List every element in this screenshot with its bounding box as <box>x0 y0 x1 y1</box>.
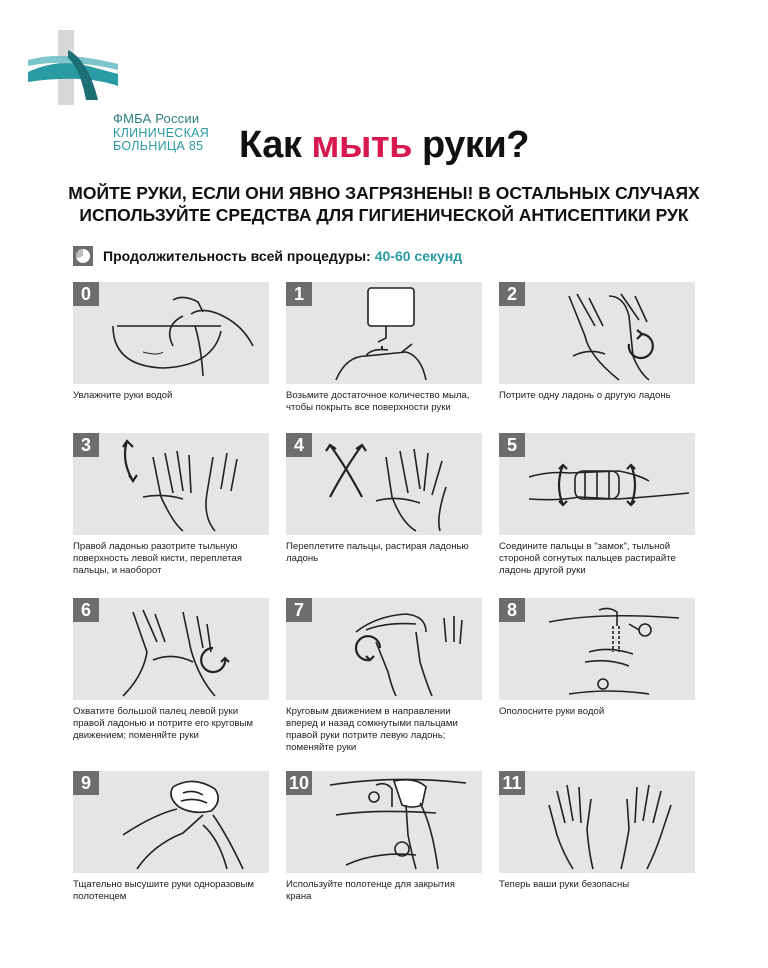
step-number: 3 <box>73 433 99 457</box>
step-panel <box>73 433 269 535</box>
logo-org-text: ФМБА России <box>113 111 200 126</box>
step-caption: Переплетите пальцы, растирая ладонью ладонь <box>286 541 469 564</box>
logo-name-line1: КЛИНИЧЕСКАЯ <box>113 126 210 140</box>
step-card-7 <box>286 598 482 754</box>
step-number: 6 <box>73 598 99 622</box>
logo-name-line2: БОЛЬНИЦА 85 <box>113 139 204 153</box>
step-panel <box>73 282 269 384</box>
duration-label: Продолжительность всей процедуры: <box>103 248 371 264</box>
step-caption: Возьмите достаточное количество мыла, чтобы покрыть все поверхности руки <box>286 390 470 413</box>
page-title <box>0 124 768 167</box>
step-card-3 <box>73 433 269 577</box>
finger-lock-icon <box>529 437 689 533</box>
interlace-fingers-icon <box>316 437 476 533</box>
step-number: 9 <box>73 771 99 795</box>
fingertips-rub-icon <box>316 602 476 698</box>
step-card-6 <box>73 598 269 742</box>
step-panel <box>499 433 695 535</box>
step-number: 1 <box>286 282 312 306</box>
step-card-4 <box>286 433 482 565</box>
safe-hands-icon <box>529 775 689 871</box>
back-of-hand-icon <box>103 437 263 533</box>
duration-row <box>73 246 462 266</box>
step-caption: Охватите большой палец левой руки правой ладонью и потрите его круговым движением; поменяйте руки <box>73 706 254 741</box>
close-tap-icon <box>316 775 476 871</box>
step-number: 7 <box>286 598 312 622</box>
clock-icon <box>73 246 93 266</box>
step-number: 0 <box>73 282 99 306</box>
step-number: 10 <box>286 771 312 795</box>
soap-dispenser-icon <box>316 286 476 382</box>
warning-subtitle <box>30 182 738 226</box>
step-panel <box>499 598 695 700</box>
step-card-0 <box>73 282 269 402</box>
step-caption: Круговым движением в направлении вперед и назад сомкнутыми пальцами правой руки потрите левую ладонь; поменяйте руки <box>286 706 458 753</box>
step-number: 4 <box>286 433 312 457</box>
subtitle-line1: МОЙТЕ РУКИ, ЕСЛИ ОНИ ЯВНО ЗАГРЯЗНЕНЫ! В ОСТАЛЬНЫХ СЛУЧАЯХ <box>68 183 700 203</box>
step-panel <box>499 282 695 384</box>
step-number: 5 <box>499 433 525 457</box>
step-caption: Потрите одну ладонь о другую ладонь <box>499 390 671 401</box>
step-caption: Ополосните руки водой <box>499 706 605 717</box>
step-panel <box>499 771 695 873</box>
step-card-9 <box>73 771 269 903</box>
title-part1: Как <box>239 124 312 166</box>
step-number: 2 <box>499 282 525 306</box>
step-panel <box>286 282 482 384</box>
step-caption: Используйте полотенце для закрытия крана <box>286 879 455 902</box>
step-number: 11 <box>499 771 525 795</box>
step-number: 8 <box>499 598 525 622</box>
wet-hands-icon <box>103 286 263 382</box>
step-panel <box>286 433 482 535</box>
subtitle-line2: ИСПОЛЬЗУЙТЕ СРЕДСТВА ДЛЯ ГИГИЕНИЧЕСКОЙ АНТИСЕПТИКИ РУК <box>79 205 689 225</box>
step-caption: Тщательно высушите руки одноразовым полотенцем <box>73 879 254 902</box>
step-card-8 <box>499 598 695 718</box>
logo-cross-icon <box>28 30 118 110</box>
step-card-5 <box>499 433 695 577</box>
step-panel <box>286 771 482 873</box>
duration-value: 40-60 секунд <box>374 248 463 264</box>
step-caption: Теперь ваши руки безопасны <box>499 879 630 890</box>
step-caption: Правой ладонью разотрите тыльную поверхность левой кисти, переплетая пальцы, и наоборот <box>73 541 242 576</box>
step-caption: Увлажните руки водой <box>73 390 173 401</box>
dry-towel-icon <box>103 775 263 871</box>
title-accent: мыть <box>311 124 412 166</box>
thumb-rub-icon <box>103 602 263 698</box>
rinse-hands-icon <box>529 602 689 698</box>
step-panel <box>73 771 269 873</box>
step-panel <box>73 598 269 700</box>
step-card-2 <box>499 282 695 402</box>
step-card-11 <box>499 771 695 891</box>
step-caption: Соедините пальцы в "замок", тыльной стороной согнутых пальцев растирайте ладонь другой руки <box>499 541 676 576</box>
step-card-10 <box>286 771 482 903</box>
title-part2: руки? <box>411 124 529 166</box>
step-card-1 <box>286 282 482 414</box>
rub-palms-icon <box>529 286 689 382</box>
step-panel <box>286 598 482 700</box>
